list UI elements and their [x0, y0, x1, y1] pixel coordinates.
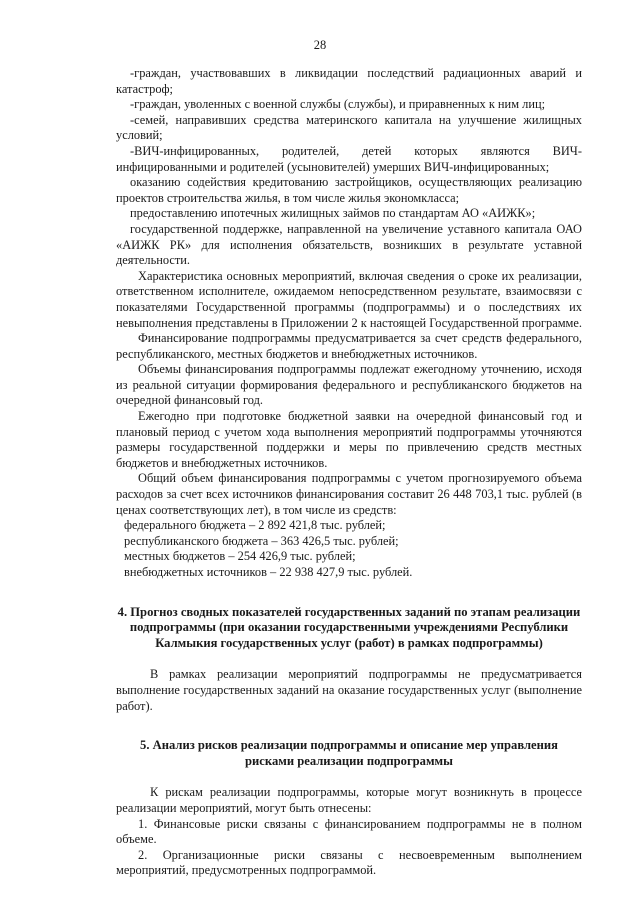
body-paragraph: Ежегодно при подготовке бюджетной заявки на очередной финансовый год и плановый период с учетом хода выполнения мероприятий подпрограммы уточняются размеры государственной поддержки и меры по привлечению средств местных бюджетов и внебюджетных источников.	[116, 409, 582, 470]
risk-item: 2. Организационные риски связаны с несвоевременным выполнением мероприятий, предусмотренных подпрограммой.	[116, 847, 582, 878]
body-paragraph: Объемы финансирования подпрограммы подлежат ежегодному уточнению, исходя из реальной ситуации формирования федерального и республиканского бюджетов на очередной финансовый год.	[116, 362, 582, 408]
funding-line: местных бюджетов – 254 426,9 тыс. рублей;	[124, 549, 356, 564]
risk-item: 1. Финансовые риски связаны с финансированием подпрограммы не в полном объеме.	[116, 816, 582, 847]
section-4-heading: 4. Прогноз сводных показателей государственных заданий по этапам реализации подпрограммы (при оказании государственными учреждениями Республики Калмыкия государственных услуг (работ) в рамках подпрограммы)	[117, 604, 581, 650]
page-content	[116, 66, 582, 879]
funding-line: федерального бюджета – 2 892 421,8 тыс. рублей;	[124, 518, 386, 533]
body-paragraph: Финансирование подпрограммы предусматривается за счет средств федерального, республиканского, местных бюджетов и внебюджетных источников.	[116, 331, 582, 361]
list-item: -граждан, уволенных с военной службы (службы), и приравненных к ним лиц;	[130, 97, 546, 112]
page-number: 28	[313, 38, 327, 52]
list-item: -граждан, участвовавших в ликвидации последствий радиационных аварий и катастроф;	[116, 66, 582, 96]
body-paragraph: Общий объем финансирования подпрограммы с учетом прогнозируемого объема расходов за счет всех источников финансирования составит 26 448 703,1 тыс. рублей (в ценах соответствующих лет), в том числе из средств:	[116, 471, 582, 517]
section-5-intro: К рискам реализации подпрограммы, которые могут возникнуть в процессе реализации мероприятий, могут быть отнесены:	[116, 785, 582, 815]
funding-line: республиканского бюджета – 363 426,5 тыс. рублей;	[124, 533, 399, 548]
section-5-heading: 5. Анализ рисков реализации подпрограммы и описание мер управления рисками реализации подпрограммы	[140, 738, 558, 768]
body-paragraph: Характеристика основных мероприятий, включая сведения о сроке их реализации, ответственном исполнителе, ожидаемом непосредственном результате, взаимосвязи с показателями Государственной программы (подпрограммы) и о последствиях их невыполнения представлены в Приложении 2 к настоящей Государственной программе.	[116, 268, 582, 330]
list-item: -ВИЧ-инфицированных, родителей, детей которых являются ВИЧ-инфицированными и родителей (усыновителей) умерших ВИЧ-инфицированных;	[116, 143, 582, 174]
list-item: оказанию содействия кредитованию застройщиков, осуществляющих реализацию проектов строительства жилья, в том числе жилья экономкласса;	[116, 175, 582, 205]
list-item: предоставлению ипотечных жилищных займов по стандартам АО «АИЖК»;	[130, 206, 536, 221]
list-item: -семей, направивших средства материнского капитала на улучшение жилищных условий;	[116, 112, 582, 143]
funding-line: внебюджетных источников – 22 938 427,9 тыс. рублей.	[124, 565, 413, 579]
section-4-text: В рамках реализации мероприятий подпрограммы не предусматривается выполнение государственных заданий на оказание государственных услуг (выполнение работ).	[116, 667, 582, 713]
list-item: государственной поддержке, направленной на увеличение уставного капитала ОАО «АИЖК РК» для исполнения обязательств, возникших в результате уставной деятельности.	[116, 221, 582, 268]
